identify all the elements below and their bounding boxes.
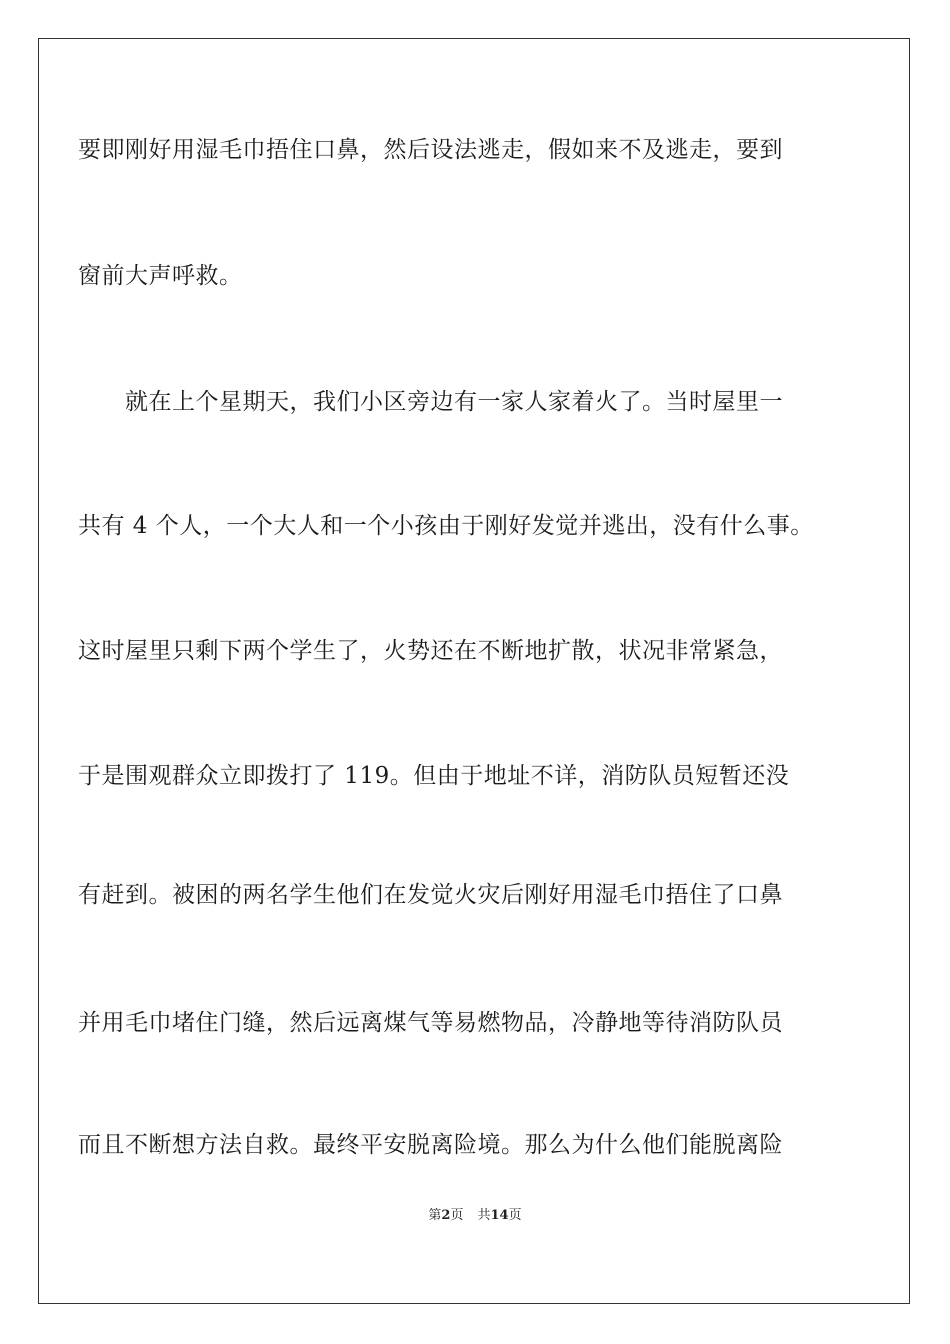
- text-line-5: 这时屋里只剩下两个学生了，火势还在不断地扩散，状况非常紧急，: [78, 638, 783, 664]
- page-footer: [0, 1207, 950, 1225]
- text-line-1: 要即刚好用湿毛巾捂住口鼻，然后设法逃走，假如来不及逃走，要到: [78, 137, 783, 163]
- footer-page-number: 2: [441, 1208, 451, 1223]
- text-line-6: 于是围观群众立即拨打了 119。但由于地址不详，消防队员短暂还没: [78, 763, 790, 789]
- text-line-4: 共有 4 个人，一个大人和一个小孩由于刚好发觉并逃出，没有什么事。: [78, 513, 814, 539]
- page-border: [38, 38, 910, 1304]
- footer-total-suffix: 页: [508, 1208, 522, 1223]
- footer-total-pages: 14: [490, 1208, 509, 1223]
- footer-page-suffix: 页: [450, 1208, 464, 1223]
- footer-total-prefix: 共: [477, 1208, 491, 1223]
- text-line-8: 并用毛巾堵住门缝，然后远离煤气等易燃物品，冷静地等待消防队员: [78, 1010, 783, 1036]
- text-line-9: 而且不断想方法自救。最终平安脱离险境。那么为什么他们能脱离险: [78, 1132, 783, 1158]
- text-line-3: 就在上个星期天，我们小区旁边有一家人家着火了。当时屋里一: [78, 389, 783, 415]
- footer-page-prefix: 第: [428, 1208, 442, 1223]
- text-line-7: 有赶到。被困的两名学生他们在发觉火灾后刚好用湿毛巾捂住了口鼻: [78, 882, 783, 908]
- text-line-2: 窗前大声呼救。: [78, 263, 243, 289]
